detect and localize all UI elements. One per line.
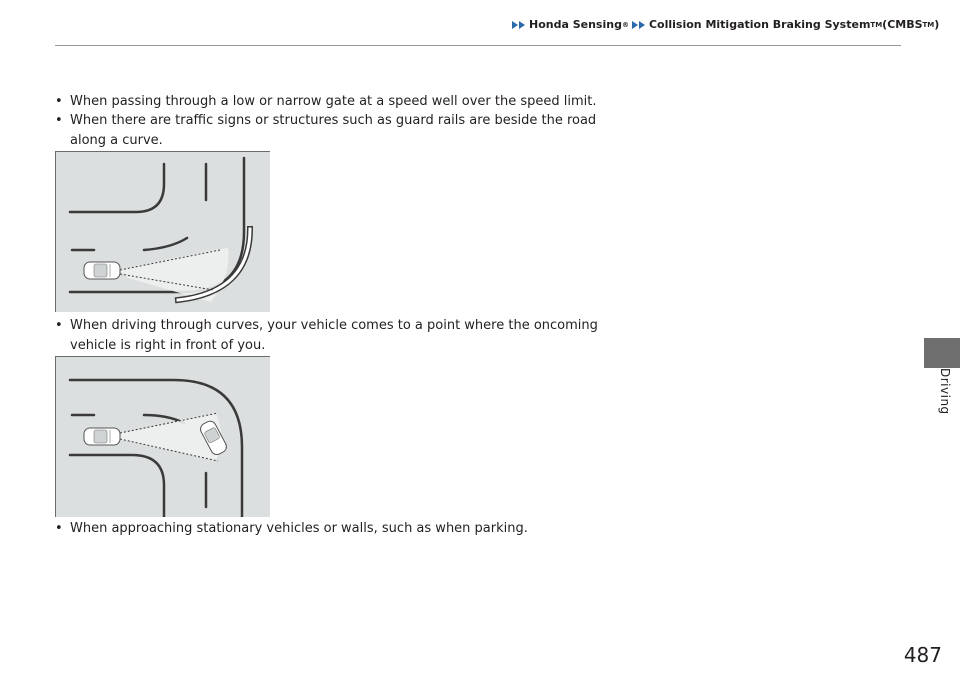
bullet-item: • When driving through curves, your vehicle comes to a point where the oncoming vehicle is right in front of you. [55,316,610,356]
illustration-oncoming-vehicle-curve [55,356,270,517]
bullet-item: • When there are traffic signs or structures such as guard rails are beside the road along a curve. [55,111,610,151]
breadcrumb-arrow-icon [519,21,525,29]
car-icon [84,428,120,445]
breadcrumb: Honda Sensing ® Collision Mitigation Braking System TM (CMBS TM ) [512,18,939,31]
bullet-item: • When approaching stationary vehicles or walls, such as when parking. [55,519,610,539]
breadcrumb-honda-sensing: Honda Sensing [529,18,622,31]
breadcrumb-arrow-icon [512,21,518,29]
car-icon [84,262,120,279]
section-tab [924,338,960,368]
bullet-item: • When passing through a low or narrow gate at a speed well over the speed limit. [55,92,610,112]
illustration-guard-rail-curve [55,151,270,312]
breadcrumb-arrow-icon [632,21,638,29]
breadcrumb-arrow-icon [639,21,645,29]
header-rule [55,45,901,46]
breadcrumb-cmbs: Collision Mitigation Braking System [648,18,871,31]
page-number: 487 [903,643,942,667]
section-label: Driving [938,368,952,415]
